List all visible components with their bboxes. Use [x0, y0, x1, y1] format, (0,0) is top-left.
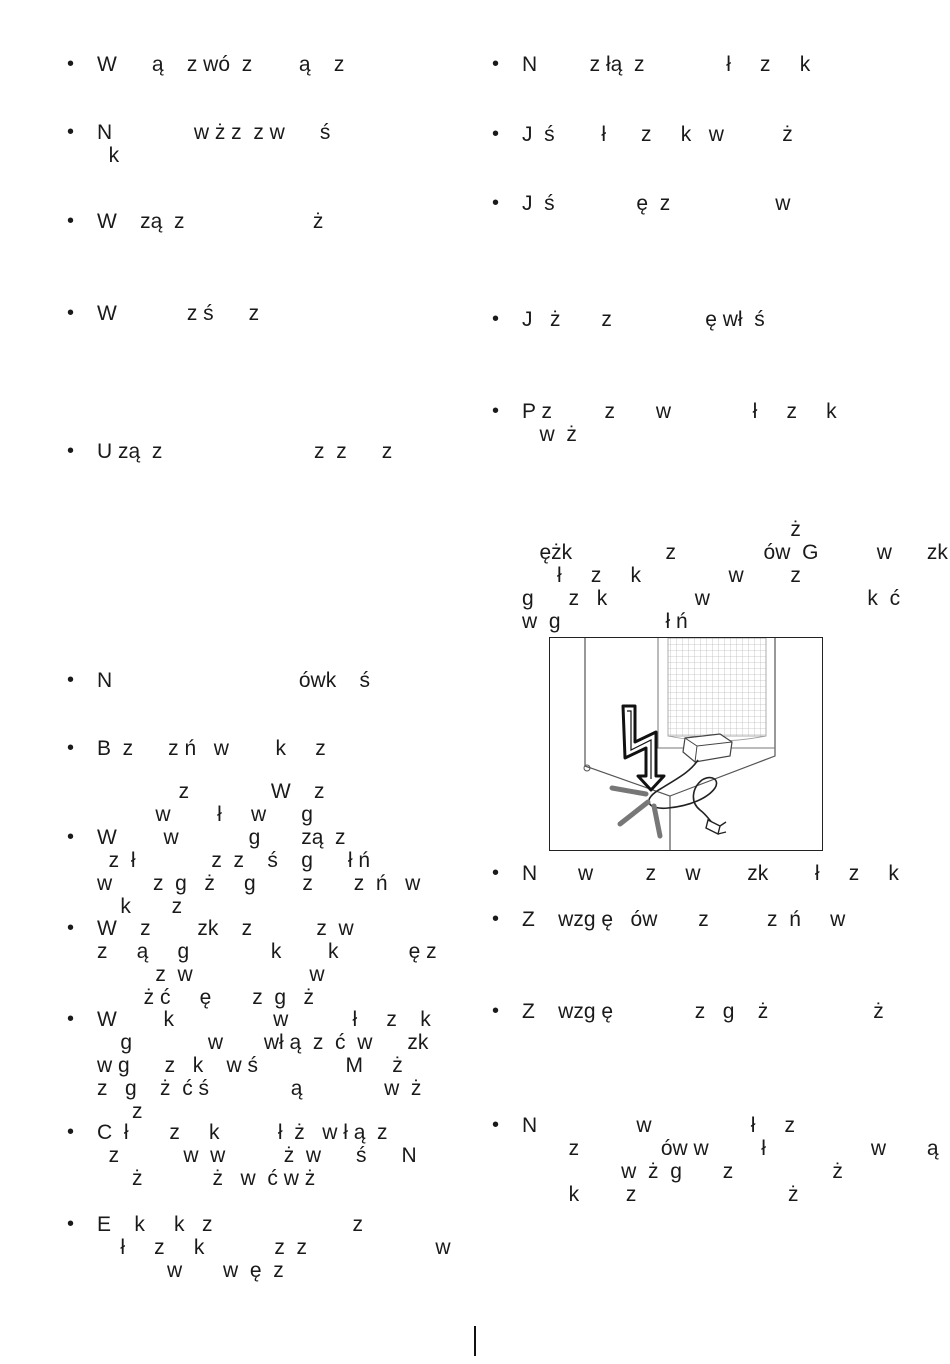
condenser-grid	[668, 638, 766, 736]
bullet-icon: •	[67, 1008, 75, 1030]
bullet-icon: •	[492, 123, 500, 145]
bullet-icon: •	[67, 440, 75, 462]
bullet-icon: •	[492, 1114, 500, 1136]
right-block-3: • J ś ę z w	[492, 192, 791, 215]
left-block-3: • W zą z ż	[67, 210, 324, 233]
right-block-2: • J ś ł z k w ż	[492, 123, 793, 146]
right-block-1: • N z łą z ł z k	[492, 53, 811, 76]
right-block-7: • N w z w zk ł z k	[492, 862, 899, 885]
bullet-icon: •	[492, 862, 500, 884]
bullet-icon: •	[67, 1213, 75, 1235]
right-block-10: • N w ł z z ów w ł w ą w ż g z ż k z ż	[492, 1114, 939, 1206]
left-block-9: • W w g zą z z ł z z ś g ł ń w z g ż g z z ń w k z	[67, 826, 421, 918]
refrigerator-rear-illustration	[549, 637, 823, 851]
right-block-8: • Z wzg ę ów z z ń w	[492, 908, 846, 931]
bullet-icon: •	[67, 826, 75, 848]
left-block-5: • U zą z z z z	[67, 440, 393, 463]
plug-icon	[706, 820, 720, 834]
left-block-13: • E k k z z ł z k z z w w w ę z	[67, 1213, 451, 1282]
left-block-12: • C ł z k ł ż w ł ą z z w w ż w ś N ż ż w ć w ż	[67, 1121, 417, 1190]
bullet-icon: •	[67, 302, 75, 324]
left-block-2: • N w ż z z w ś k	[67, 121, 331, 167]
right-block-6: ż ężk z ów G w zk ł z k w z g z k w k ć w g ł ń	[522, 518, 948, 633]
bullet-icon: •	[492, 1000, 500, 1022]
left-block-7: • B z z ń w k z	[67, 737, 326, 760]
left-block-4: • W z ś z	[67, 302, 260, 325]
right-block-5: • P z z w ł z k w ż	[492, 400, 837, 446]
bullet-icon: •	[67, 210, 75, 232]
bullet-icon: •	[67, 737, 75, 759]
right-block-9: • Z wzg ę z g ż ż	[492, 1000, 884, 1023]
left-block-11: • W k w ł z k g w wł ą z ć w zk w g z k w ś M ż z g ż ć ś ą w ż z	[67, 1008, 431, 1123]
bullet-icon: •	[492, 908, 500, 930]
left-block-1: • W ą z wó z ą z	[67, 53, 345, 76]
bullet-icon: •	[492, 308, 500, 330]
bullet-icon: •	[492, 53, 500, 75]
bullet-icon: •	[492, 192, 500, 214]
right-block-4: • J ż z ę wł ś	[492, 308, 765, 331]
bullet-icon: •	[67, 1121, 75, 1143]
bullet-icon: •	[67, 121, 75, 143]
compressor-box	[683, 734, 732, 762]
fridge-cable-drawing	[550, 638, 822, 850]
bullet-icon: •	[67, 917, 75, 939]
bullet-icon: •	[492, 400, 500, 422]
left-block-8: z W z w ł w g	[155, 780, 325, 826]
bullet-icon: •	[67, 53, 75, 75]
page-divider	[474, 1326, 476, 1356]
bullet-icon: •	[67, 669, 75, 691]
left-block-6: • N ówk ś	[67, 669, 371, 692]
left-block-10: • W z zk z z w z ą g k k ę z z w w ż ć ę z g ż	[67, 917, 437, 1009]
